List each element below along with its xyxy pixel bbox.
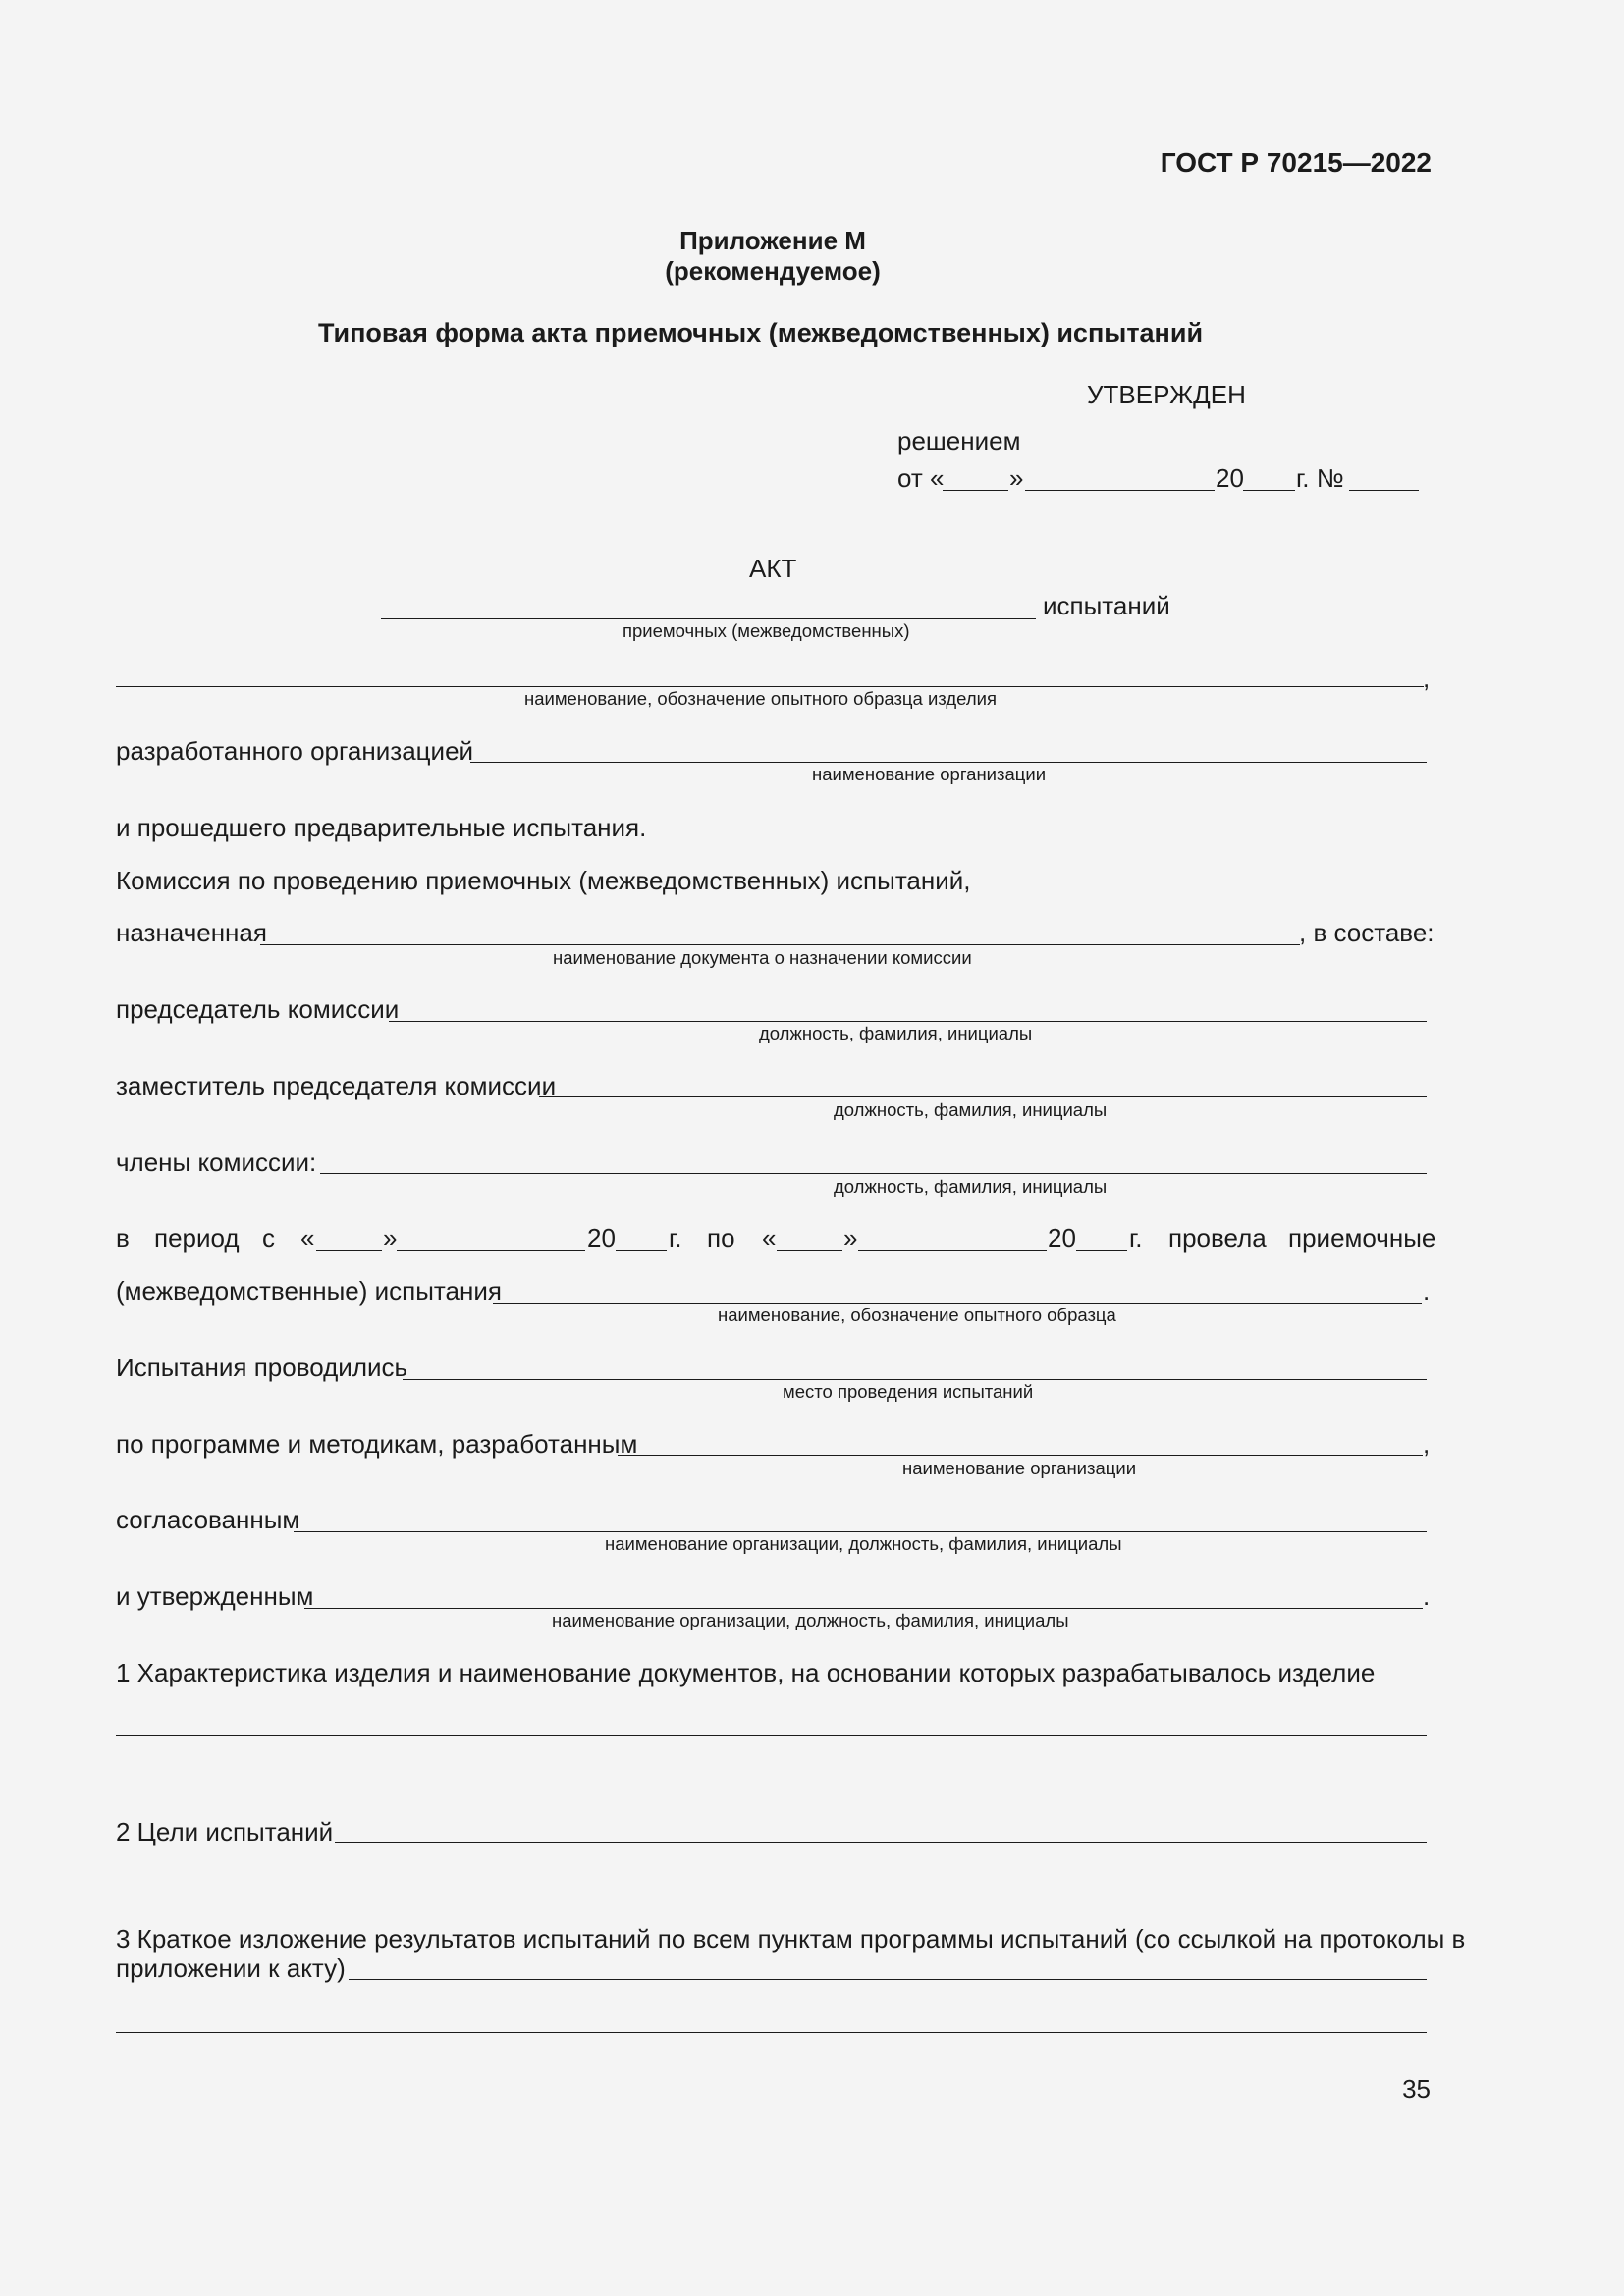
item-comma: ,	[1423, 664, 1431, 693]
to-day-blank[interactable]	[777, 1250, 842, 1251]
agreed-blank[interactable]	[294, 1531, 1427, 1532]
test-type-blank[interactable]	[381, 618, 1036, 619]
approved-by-label: и утвержденным	[116, 1581, 314, 1611]
period-conducted: провела	[1168, 1223, 1267, 1253]
section-1-heading: 1 Характеристика изделия и наименование документов, на основании которых разрабатывалось изделие	[116, 1658, 1376, 1687]
preliminary-text: и прошедшего предварительные испытания.	[116, 813, 647, 842]
page-number: 35	[1402, 2074, 1431, 2104]
appointed-caption: наименование документа о назначении комиссии	[553, 947, 972, 968]
appendix-subtitle: (рекомендуемое)	[665, 256, 881, 286]
period-word: период	[154, 1223, 240, 1253]
from-year-blank[interactable]	[616, 1250, 667, 1251]
program-suffix: ,	[1423, 1429, 1431, 1459]
from-g: г.	[669, 1223, 682, 1253]
developer-label: разработанного организацией	[116, 736, 474, 766]
item-name-caption: наименование, обозначение опытного образца изделия	[524, 688, 997, 709]
section-2-heading: 2 Цели испытаний	[116, 1817, 334, 1846]
period-acceptance: приемочные	[1288, 1223, 1436, 1253]
section-3-blank-1[interactable]	[349, 1979, 1427, 1980]
to-year-blank[interactable]	[1076, 1250, 1127, 1251]
approved-label: УТВЕРЖДЕН	[1087, 380, 1246, 409]
chairman-label: председатель комиссии	[116, 994, 400, 1024]
year-prefix: 20	[1216, 463, 1244, 493]
members-caption: должность, фамилия, инициалы	[834, 1176, 1108, 1197]
period-line2-suffix: .	[1423, 1276, 1431, 1306]
appointed-blank[interactable]	[260, 944, 1300, 945]
decision-label: решением	[897, 426, 1021, 455]
act-title: АКТ	[749, 554, 797, 583]
section-3-blank-2[interactable]	[116, 2032, 1427, 2033]
period-line2-label: (межведомственные) испытания	[116, 1276, 502, 1306]
test-type-caption: приемочных (межведомственных)	[623, 620, 910, 641]
sample-blank[interactable]	[493, 1303, 1422, 1304]
appointed-suffix: , в составе:	[1299, 918, 1435, 947]
period-to: по	[707, 1223, 735, 1253]
from-month-blank[interactable]	[397, 1250, 585, 1251]
members-label: члены комиссии:	[116, 1148, 317, 1177]
section-2-blank-1[interactable]	[335, 1842, 1427, 1843]
year-suffix-number: г. №	[1296, 463, 1344, 493]
developer-blank[interactable]	[470, 762, 1427, 763]
item-name-blank[interactable]	[116, 686, 1424, 687]
agreed-label: согласованным	[116, 1505, 300, 1534]
chairman-caption: должность, фамилия, инициалы	[759, 1023, 1033, 1043]
developer-caption: наименование организации	[812, 764, 1047, 784]
section-3-heading-line-1: 3 Краткое изложение результатов испытаний по всем пунктам программы испытаний (со ссылкой на протоколы в	[116, 1924, 1466, 1953]
month-blank[interactable]	[1025, 490, 1215, 491]
commission-intro: Комиссия по проведению приемочных (межведомственных) испытаний,	[116, 866, 971, 895]
place-blank[interactable]	[403, 1379, 1427, 1380]
to-open-quote: «	[762, 1223, 777, 1253]
deputy-caption: должность, фамилия, инициалы	[834, 1099, 1108, 1120]
approved-by-blank[interactable]	[304, 1608, 1423, 1609]
approved-by-caption: наименование организации, должность, фамилия, инициалы	[552, 1610, 1069, 1630]
to-year-prefix: 20	[1048, 1223, 1076, 1253]
from-open-quote: «	[300, 1223, 315, 1253]
period-in: в	[116, 1223, 130, 1253]
decision-number-blank[interactable]	[1349, 490, 1419, 491]
document-code: ГОСТ Р 70215—2022	[1160, 147, 1432, 178]
program-label: по программе и методикам, разработанным	[116, 1429, 638, 1459]
decision-date-prefix: от «	[897, 463, 945, 493]
period-from: с	[262, 1223, 275, 1253]
place-caption: место проведения испытаний	[783, 1381, 1034, 1402]
members-blank[interactable]	[320, 1173, 1427, 1174]
approved-by-suffix: .	[1423, 1581, 1431, 1611]
from-day-blank[interactable]	[316, 1250, 382, 1251]
sample-caption: наименование, обозначение опытного образца	[718, 1305, 1116, 1325]
to-month-blank[interactable]	[858, 1250, 1047, 1251]
appointed-label: назначенная	[116, 918, 267, 947]
tests-word: испытаний	[1043, 591, 1170, 620]
decision-date-close: »	[1009, 463, 1024, 493]
deputy-blank[interactable]	[539, 1096, 1427, 1097]
agreed-caption: наименование организации, должность, фамилия, инициалы	[605, 1533, 1122, 1554]
from-close-quote: »	[383, 1223, 398, 1253]
place-label: Испытания проводились	[116, 1353, 408, 1382]
program-caption: наименование организации	[902, 1458, 1137, 1478]
program-blank[interactable]	[618, 1455, 1423, 1456]
appendix-title: Приложение М	[679, 226, 866, 255]
section-1-blank-1[interactable]	[116, 1735, 1427, 1736]
chairman-blank[interactable]	[389, 1021, 1427, 1022]
to-g: г.	[1129, 1223, 1143, 1253]
section-3-heading-line-2: приложении к акту)	[116, 1953, 346, 1983]
from-year-prefix: 20	[587, 1223, 616, 1253]
form-title: Типовая форма акта приемочных (межведомственных) испытаний	[318, 318, 1204, 347]
year-blank[interactable]	[1243, 490, 1295, 491]
day-blank[interactable]	[943, 490, 1008, 491]
deputy-label: заместитель председателя комиссии	[116, 1071, 557, 1100]
to-close-quote: »	[843, 1223, 858, 1253]
